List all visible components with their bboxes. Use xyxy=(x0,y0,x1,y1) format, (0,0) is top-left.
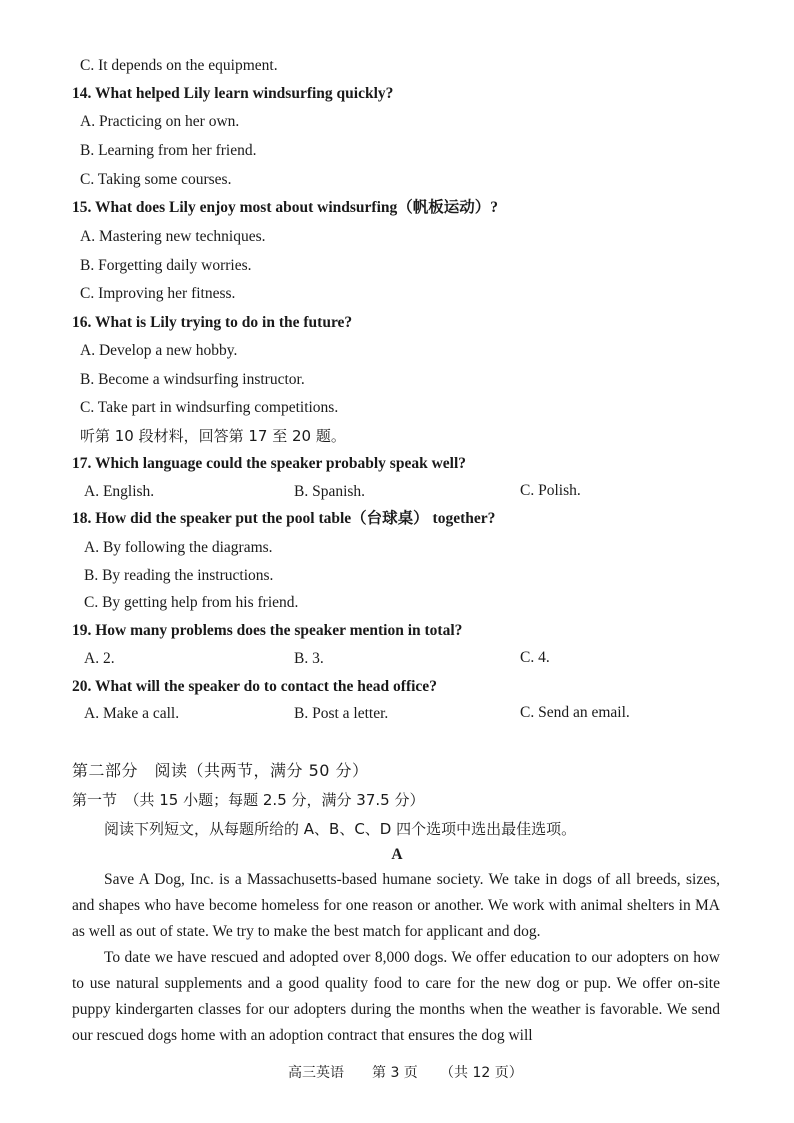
material-10-instruction: 听第 10 段材料，回答第 17 至 20 题。 xyxy=(80,427,346,445)
q14-option-a: A. Practicing on her own. xyxy=(80,113,240,130)
passage-paragraph-2: To date we have rescued and adopted over 8,000 dogs. We offer education to our adopters on how to use natural supplements and a good quality food to care for the new dog or pup. We offer on-site puppy kindergarten classes for our adopters during the months when the weather is favorable. We send our rescued dogs home with an adoption contract that ensures the dog will xyxy=(72,949,720,1044)
footer-subject: 高三英语 xyxy=(288,1065,344,1081)
q17-option-b: B. Spanish. xyxy=(294,483,366,500)
q14-option-b: B. Learning from her friend. xyxy=(80,142,257,159)
section1-heading: 第一节 （共 15 小题；每题 2.5 分，满分 37.5 分） xyxy=(72,791,425,809)
q18-option-c: C. By getting help from his friend. xyxy=(84,594,299,611)
q20-option-b: B. Post a letter. xyxy=(294,705,389,722)
q17-stem: 17. Which language could the speaker probably speak well? xyxy=(72,455,467,472)
q19-option-a: A. 2. xyxy=(84,650,115,667)
q16-option-a: A. Develop a new hobby. xyxy=(80,342,238,359)
q17-option-a: A. English. xyxy=(84,483,155,500)
q13-option-c: C. It depends on the equipment. xyxy=(80,57,278,74)
passage-paragraph-1: Save A Dog, Inc. is a Massachusetts-based humane society. We take in dogs of all breeds, sizes, and shapes who have become homeless for one reason or another. We work with animal shelters in MA as well as out of state. We try to make the best match for applicant and dog. xyxy=(72,871,720,940)
q18-stem: 18. How did the speaker put the pool table（台球桌） together? xyxy=(72,510,496,527)
q15-option-a: A. Mastering new techniques. xyxy=(80,228,266,245)
q18-option-a: A. By following the diagrams. xyxy=(84,539,273,556)
q14-option-c: C. Taking some courses. xyxy=(80,171,232,188)
q16-stem: 16. What is Lily trying to do in the future? xyxy=(72,314,353,331)
q19-option-b: B. 3. xyxy=(294,650,324,667)
q18-option-b: B. By reading the instructions. xyxy=(84,567,274,584)
reading-instruction: 阅读下列短文，从每题所给的 A、B、C、D 四个选项中选出最佳选项。 xyxy=(104,820,577,838)
q15-option-c: C. Improving her fitness. xyxy=(80,285,236,302)
footer-total-pages: （共 12 页） xyxy=(440,1065,523,1081)
q20-stem: 20. What will the speaker do to contact the head office? xyxy=(72,678,437,695)
q20-option-a: A. Make a call. xyxy=(84,705,180,722)
q19-option-c: C. 4. xyxy=(520,649,550,666)
part2-heading: 第二部分 阅读（共两节，满分 50 分） xyxy=(72,761,369,780)
q20-option-c: C. Send an email. xyxy=(520,704,630,721)
footer-page-number: 第 3 页 xyxy=(372,1065,418,1081)
q14-stem: 14. What helped Lily learn windsurfing quickly? xyxy=(72,85,394,102)
q15-stem: 15. What does Lily enjoy most about windsurfing（帆板运动）? xyxy=(72,199,499,216)
q15-option-b: B. Forgetting daily worries. xyxy=(80,257,252,274)
passage-label: A xyxy=(391,846,403,863)
q19-stem: 19. How many problems does the speaker mention in total? xyxy=(72,622,463,639)
q16-option-b: B. Become a windsurfing instructor. xyxy=(80,371,305,388)
q16-option-c: C. Take part in windsurfing competitions. xyxy=(80,399,339,416)
q17-option-c: C. Polish. xyxy=(520,482,581,499)
